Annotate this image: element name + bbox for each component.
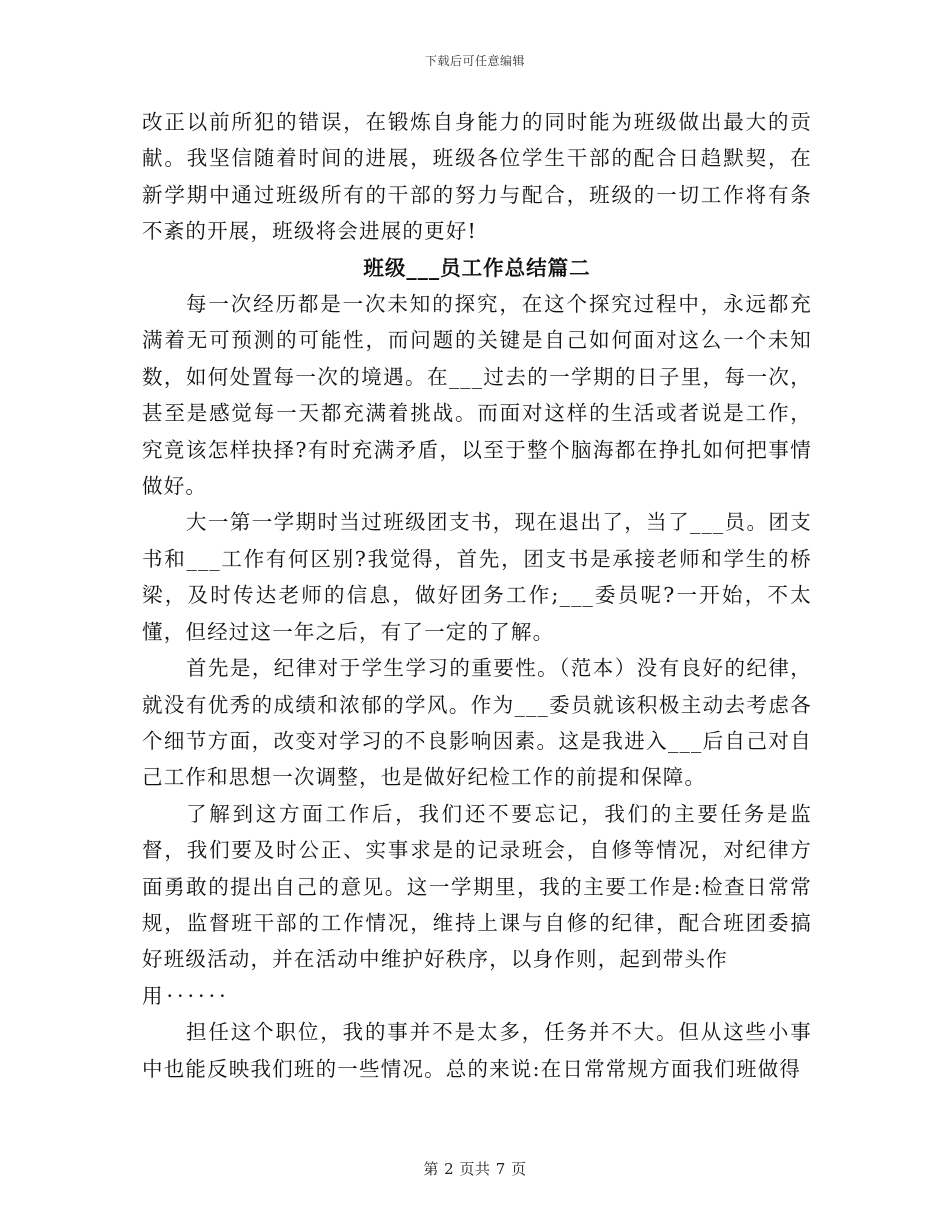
page-header: 下载后可任意编辑 (424, 54, 525, 68)
paragraph-tail: 用······ (142, 983, 230, 1008)
document-body (142, 104, 812, 1087)
paragraph: 担任这个职位，我的事并不是太多，任务并不大。但从这些小事中也能反映我们班的一些情况。总的来说:在日常常规方面我们班做得 (142, 1020, 812, 1081)
page-footer: 第 2 页共 7 页 (423, 1160, 527, 1178)
paragraph-continued: 改正以前所犯的错误，在锻炼自身能力的同时能为班级做出最大的贡献。我坚信随着时间的进展，班级各位学生干部的配合日趋默契，在新学期中通过班级所有的干部的努力与配合，班级的一切工作将有条不紊的开展，班级将会进展的更好! (142, 110, 812, 244)
paragraph: 首先是，纪律对于学生学习的重要性。（范本）没有良好的纪律，就没有优秀的成绩和浓郁的学风。作为___委员就该积极主动去考虑各个细节方面，改变对学习的不良影响因素。这是我进入___后自己对自己工作和思想一次调整，也是做好纪检工作的前提和保障。 (142, 656, 812, 790)
paragraph: 每一次经历都是一次未知的探究，在这个探究过程中，永远都充满着无可预测的可能性，而问题的关键是自己如何面对这么一个未知数，如何处置每一次的境遇。在___过去的一学期的日子里，每一次，甚至是感觉每一天都充满着挑战。而面对这样的生活或者说是工作，究竟该怎样抉择?有时充满矛盾，以至于整个脑海都在挣扎如何把事情做好。 (142, 292, 812, 499)
paragraph: 了解到这方面工作后，我们还不要忘记，我们的主要任务是监督，我们要及时公正、实事求是的记录班会，自修等情况，对纪律方面勇敢的提出自己的意见。这一学期里，我的主要工作是:检查日常常规，监督班干部的工作情况，维持上课与自修的纪律，配合班团委搞好班级活动，并在活动中维护好秩序，以身作则，起到带头作 (142, 801, 812, 972)
paragraph: 大一第一学期时当过班级团支书，现在退出了，当了___员。团支书和___工作有何区别?我觉得，首先，团支书是承接老师和学生的桥梁，及时传达老师的信息，做好团务工作;___委员呢?一开始，不太懂，但经过这一年之后，有了一定的了解。 (142, 510, 812, 644)
section-heading: 班级___员工作总结篇二 (363, 255, 591, 280)
